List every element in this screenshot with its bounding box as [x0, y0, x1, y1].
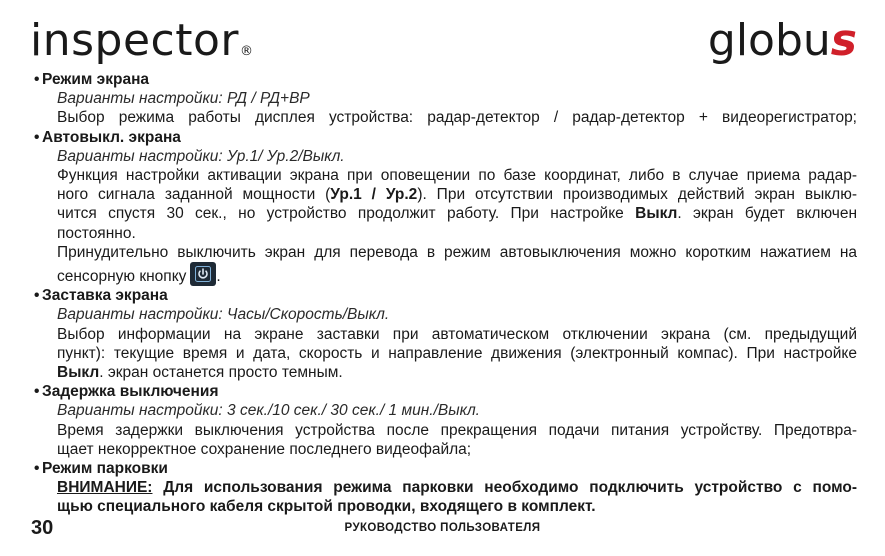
section-body-auto-off-line3: чится спустя 30 сек., но устройство продолжит работу. При настройке Выкл. экран будет включен: [57, 205, 857, 223]
section-body-delay-off-line2: щает некорректное сохранение последнего видеофайла;: [57, 440, 472, 458]
section-body-delay-off-line1: Время задержки выключения устройства после прекращения подачи питания устройству. Предотвра-: [57, 421, 857, 439]
registered-mark: ®: [240, 44, 254, 59]
section-heading-delay-off: • Задержка выключения: [34, 383, 219, 401]
section-body-screensaver-line3: Выкл. экран останется просто темным.: [57, 364, 343, 382]
section-heading-screensaver: • Заставка экрана: [34, 287, 168, 305]
section-body-screen-mode: Выбор режима работы дисплея устройства: радар-детектор / радар-детектор + видеорегистратор;: [57, 109, 857, 127]
section-body-auto-off-line1: Функция настройки активации экрана при оповещении по базе координат, либо в случае приема радар-: [57, 167, 857, 185]
manual-content: [34, 70, 858, 517]
footer-title: РУКОВОДСТВО ПОЛЬЗОВАТЕЛЯ: [344, 522, 541, 534]
warning-label: ВНИМАНИЕ:: [57, 479, 153, 497]
section-heading-parking: • Режим парковки: [34, 460, 168, 478]
section-body-screensaver-line1: Выбор информации на экране заставки при автоматическом отключении экрана (см. предыдущий: [57, 325, 857, 343]
section-options-screen-mode: Варианты настройки: РД / РД+ВР: [57, 90, 310, 108]
section-options-delay-off: Варианты настройки: 3 сек./10 сек./ 30 сек./ 1 мин./Выкл.: [57, 402, 480, 420]
section-body-auto-off-line4: постоянно.: [57, 224, 136, 242]
section-warning-parking-line1: ВНИМАНИЕ: Для использования режима парковки необходимо подключить устройство с помо-: [57, 479, 857, 497]
section-body-auto-off-line5: Принудительно выключить экран для перевода в режим автовыключения можно коротким нажатием на: [57, 243, 857, 261]
globus-logo-accent: s: [830, 15, 857, 66]
page-number: 30: [31, 517, 54, 539]
section-options-auto-off: Варианты настройки: Ур.1/ Ур.2/Выкл.: [57, 147, 345, 165]
section-heading-auto-off: • Автовыкл. экрана: [34, 128, 181, 146]
inspector-logo: inspector®: [30, 15, 254, 66]
section-options-screensaver: Варианты настройки: Часы/Скорость/Выкл.: [57, 306, 390, 324]
section-body-screensaver-line2: пункт): текущие время и дата, скорость и направление движения (электронный компас). При настройке: [57, 344, 857, 362]
section-warning-parking-line2: щью специального кабеля скрытой проводки, входящего в комплект.: [57, 498, 596, 516]
power-icon: [190, 262, 216, 286]
section-heading-screen-mode: • Режим экрана: [34, 71, 150, 88]
globus-logo: globus: [707, 15, 857, 66]
section-body-auto-off-line2: ного сигнала заданной мощности (Ур.1 / Ур.2). При отсутствии производимых действий экран выклю-: [57, 186, 858, 204]
section-body-auto-off-line6: сенсорную кнопку .: [42, 262, 857, 286]
